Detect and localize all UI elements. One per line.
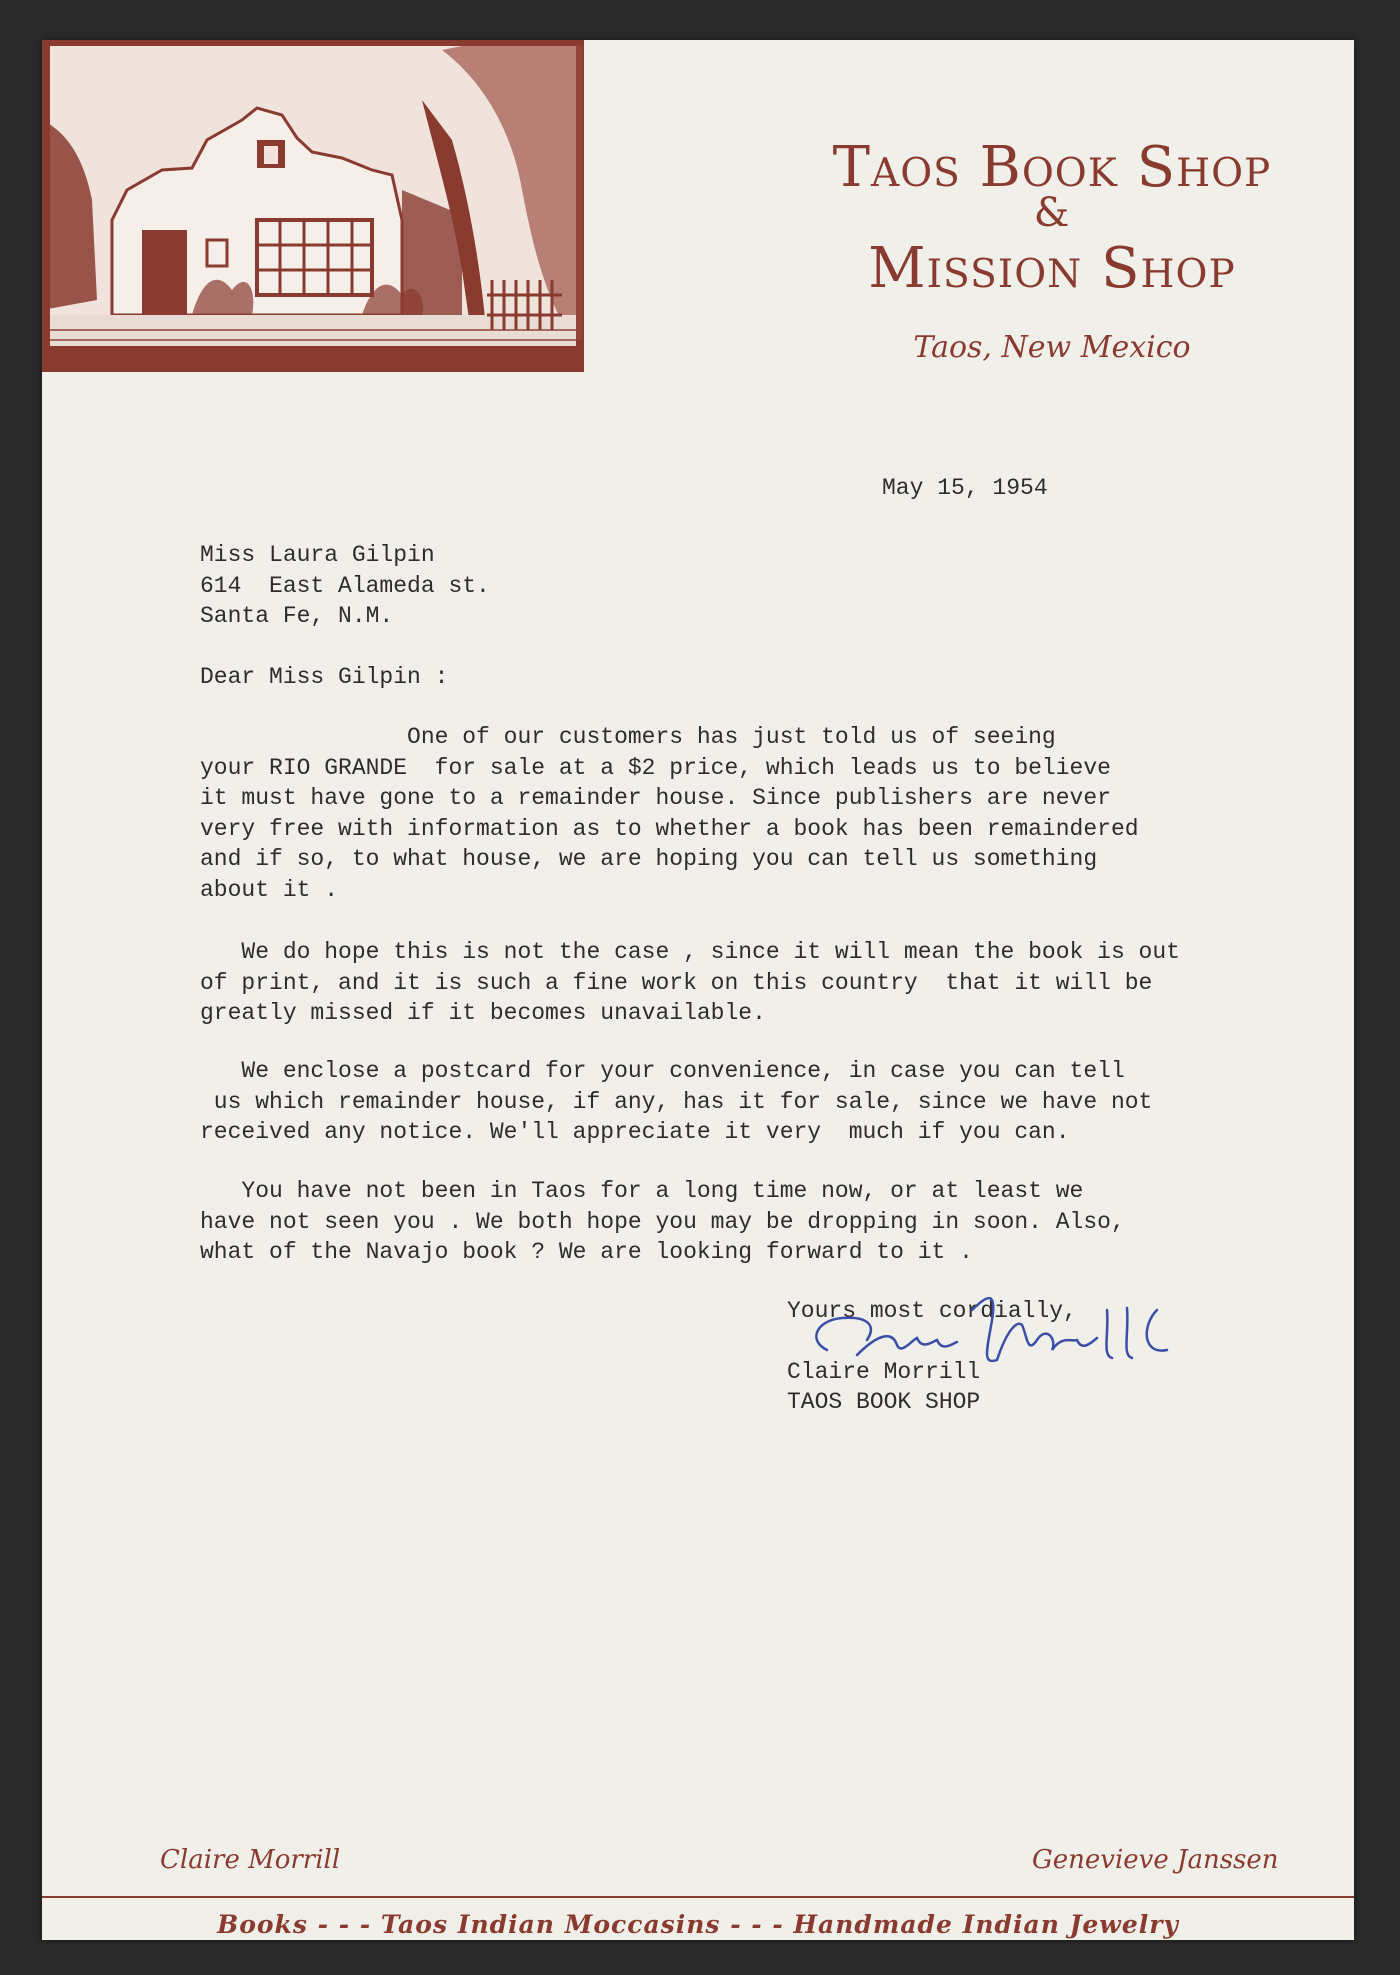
shop-name-line1: Taos Book Shop — [832, 135, 1272, 200]
footer-tagline: Books - - - Taos Indian Moccasins - - - Handmade Indian Jewelry — [217, 1910, 1179, 1939]
footer-proprietor-right: Genevieve Janssen — [1032, 1845, 1279, 1875]
recipient-street: 614 East Alameda st. — [200, 572, 490, 599]
footer-divider — [42, 1896, 1354, 1898]
mission-building-illustration — [42, 40, 584, 372]
closing: Yours most cordially, — [787, 1298, 1077, 1324]
signer-organization: TAOS BOOK SHOP — [787, 1389, 981, 1415]
letter-date: May 15, 1954 — [882, 475, 1048, 501]
signer-name: Claire Morrill — [787, 1359, 981, 1385]
shop-name-ampersand: & — [1033, 190, 1071, 236]
body-paragraph: You have not been in Taos for a long time now, or at least we have not seen you . We both hope you may be dropping in soon. Also, what of the Navajo book ? We are looking forward to it . — [200, 1178, 1125, 1265]
letter-page — [42, 40, 1354, 1940]
shop-name-line2: Mission Shop — [868, 236, 1236, 301]
recipient-name: Miss Laura Gilpin — [200, 542, 435, 568]
body-paragraph: We do hope this is not the case , since it will mean the book is out of print, and it is such a fine work on this country that it will be greatly missed if it becomes unavailable. — [200, 939, 1180, 1026]
recipient-city: Santa Fe, N.M. — [200, 603, 394, 629]
body-paragraph: We enclose a postcard for your convenience, in case you can tell us which remainder house, if any, has it for sale, since we have not received any notice. We'll appreciate it very much if you can. — [200, 1058, 1153, 1145]
body-paragraph: One of our customers has just told us of seeing your RIO GRANDE for sale at a $2 price, which leads us to believe it must have gone to a remainder house. Since publishers are never very free with information as to whether a book has been remaindered and if so, to what house, we are hoping you can tell us something about it . — [200, 724, 1139, 903]
footer-proprietor-left: Claire Morrill — [160, 1845, 341, 1875]
shop-location: Taos, New Mexico — [913, 330, 1191, 365]
recipient-address — [200, 540, 490, 632]
salutation: Dear Miss Gilpin : — [200, 664, 449, 690]
